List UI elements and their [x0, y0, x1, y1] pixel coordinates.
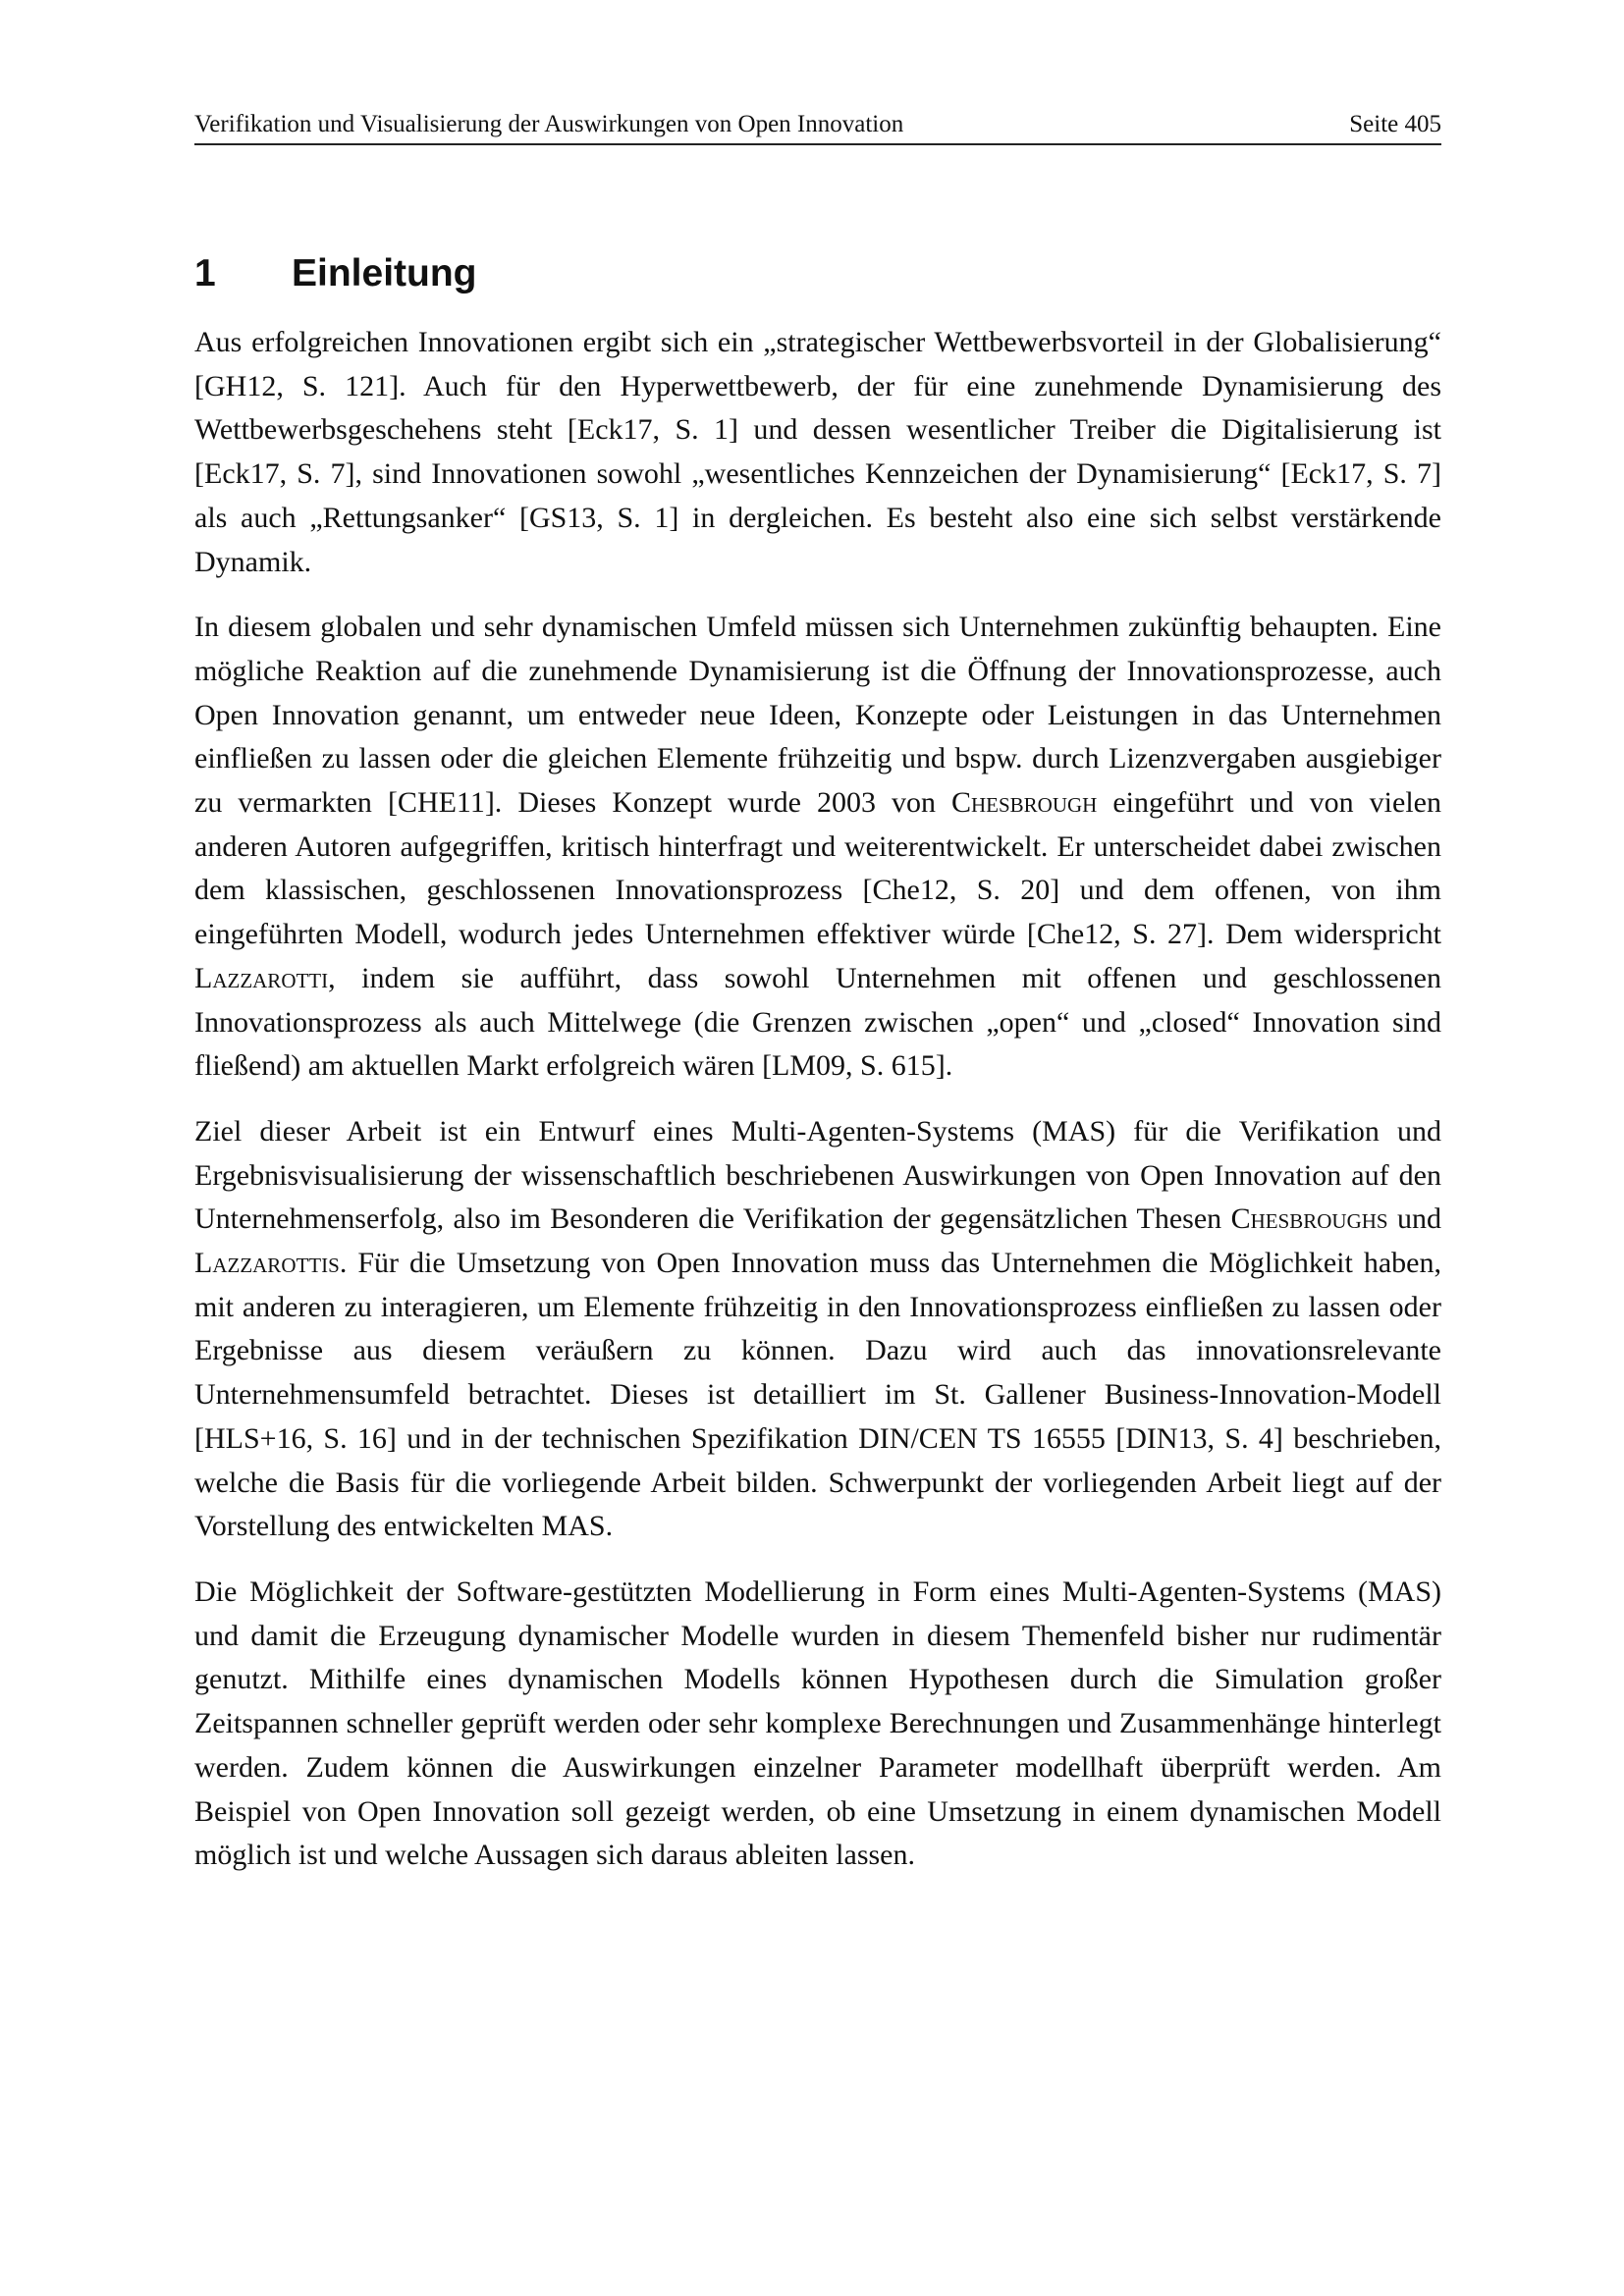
paragraph-4: [194, 1571, 1441, 1878]
paragraph-text: Ziel dieser Arbeit ist ein Entwurf eines Multi-Agenten-Systems (MAS) für die Verifikation und Ergebnisvisualisierung der wissenschaftlich beschriebenen Auswirkungen von Open Innovation auf den Unternehmenserfolg, also im Besonderen die Verifikation der gegensätzlichen Thesen: [194, 1114, 1441, 1236]
author-name: Lazzarottis: [194, 1247, 340, 1280]
paragraph-text: . Für die Umsetzung von Open Innovation muss das Unternehmen die Möglichkeit haben, mit anderen zu interagieren, um Elemente frühzeitig in den Innovationsprozess einfließen zu lassen oder Ergebnisse aus diesem veräußern zu können. Dazu wird auch das innovationsrelevante Unternehmensumfeld betrachtet. Dieses ist detailliert im St. Gallener Business-Innovation-Modell [HLS+16, S. 16] und in der technischen Spezifikation DIN/CEN TS 16555 [DIN13, S. 4] beschrieben, welche die Basis für die vorliegende Arbeit bilden. Schwerpunkt der vorliegenden Arbeit liegt auf der Vorstellung des entwickelten MAS.: [194, 1247, 1441, 1543]
paragraph-text: und: [1387, 1202, 1441, 1236]
paragraph-text: Die Möglichkeit der Software-gestützten Modellierung in Form eines Multi-Agenten-Systems (MAS) und damit die Erzeugung dynamischer Modelle wurden in diesem Themenfeld bisher nur rudimentär genutzt. Mithilfe eines dynamischen Modells können Hypothesen durch die Simulation großer Zeitspannen schneller geprüft werden oder sehr komplexe Berechnungen und Zusammenhänge hinterlegt werden. Zudem können die Auswirkungen einzelner Parameter modellhaft überprüft werden. Am Beispiel von Open Innovation soll gezeigt werden, ob eine Umsetzung in einem dynamischen Modell möglich ist und welche Aussagen sich daraus ableiten lassen.: [194, 1575, 1441, 1872]
paragraph-text: In diesem globalen und sehr dynamischen Umfeld müssen sich Unternehmen zukünftig behaupten. Eine mögliche Reaktion auf die zunehmende Dynamisierung ist die Öffnung der Innovationsprozesse, auch Open Innovation genannt, um entweder neue Ideen, Konzepte oder Leistungen in das Unternehmen einfließen zu lassen oder die gleichen Elemente frühzeitig und bspw. durch Lizenzvergaben ausgiebiger zu vermarkten [CHE11]. Dieses Konzept wurde 2003 von: [194, 611, 1441, 820]
section-heading: [194, 249, 477, 298]
section-title: Einleitung: [292, 252, 477, 294]
paragraph-text: , indem sie aufführt, dass sowohl Unternehmen mit offenen und geschlossenen Innovationsprozess als auch Mittelwege (die Grenzen zwischen „open“ und „closed“ Innovation sind fließend) am aktuellen Markt erfolgreich wären [LM09, S. 615].: [194, 961, 1441, 1083]
author-name: Chesbrough: [950, 786, 1098, 820]
author-name: Lazzarotti: [194, 961, 329, 994]
running-title: Verifikation und Visualisierung der Auswirkungen von Open Innovation: [194, 111, 904, 137]
paragraph-text: eingeführt und von vielen anderen Autoren aufgegriffen, kritisch hinterfragt und weiterentwickelt. Er unterscheidet dabei zwischen dem klassischen, geschlossenen Innovationsprozess [Che12, S. 20] und dem offenen, von ihm eingeführten Modell, wodurch jedes Unternehmen effektiver würde [Che12, S. 27]. Dem widerspricht: [194, 786, 1441, 951]
author-name: Chesbroughs: [1230, 1202, 1388, 1236]
paragraph-text: Aus erfolgreichen Innovationen ergibt sich ein „strategischer Wettbewerbsvorteil in der Globalisierung“ [GH12, S. 121]. Auch für den Hyperwettbewerb, der für eine zunehmende Dynamisierung des Wettbewerbsgeschehens steht [Eck17, S. 1] und dessen wesentlicher Treiber die Digitalisierung ist [Eck17, S. 7], sind Innovationen sowohl „wesentliches Kennzeichen der Dynamisierung“ [Eck17, S. 7] als auch „Rettungsanker“ [GS13, S. 1] in dergleichen. Es besteht also eine sich selbst verstärkende Dynamik.: [194, 326, 1441, 578]
section-number: 1: [194, 252, 216, 294]
paragraph-2: [194, 606, 1441, 1089]
paragraph-1: [194, 321, 1441, 584]
page-number: Seite 405: [1349, 111, 1441, 137]
page-header: [194, 106, 1441, 145]
body-text: [194, 321, 1441, 1899]
paragraph-3: [194, 1110, 1441, 1549]
